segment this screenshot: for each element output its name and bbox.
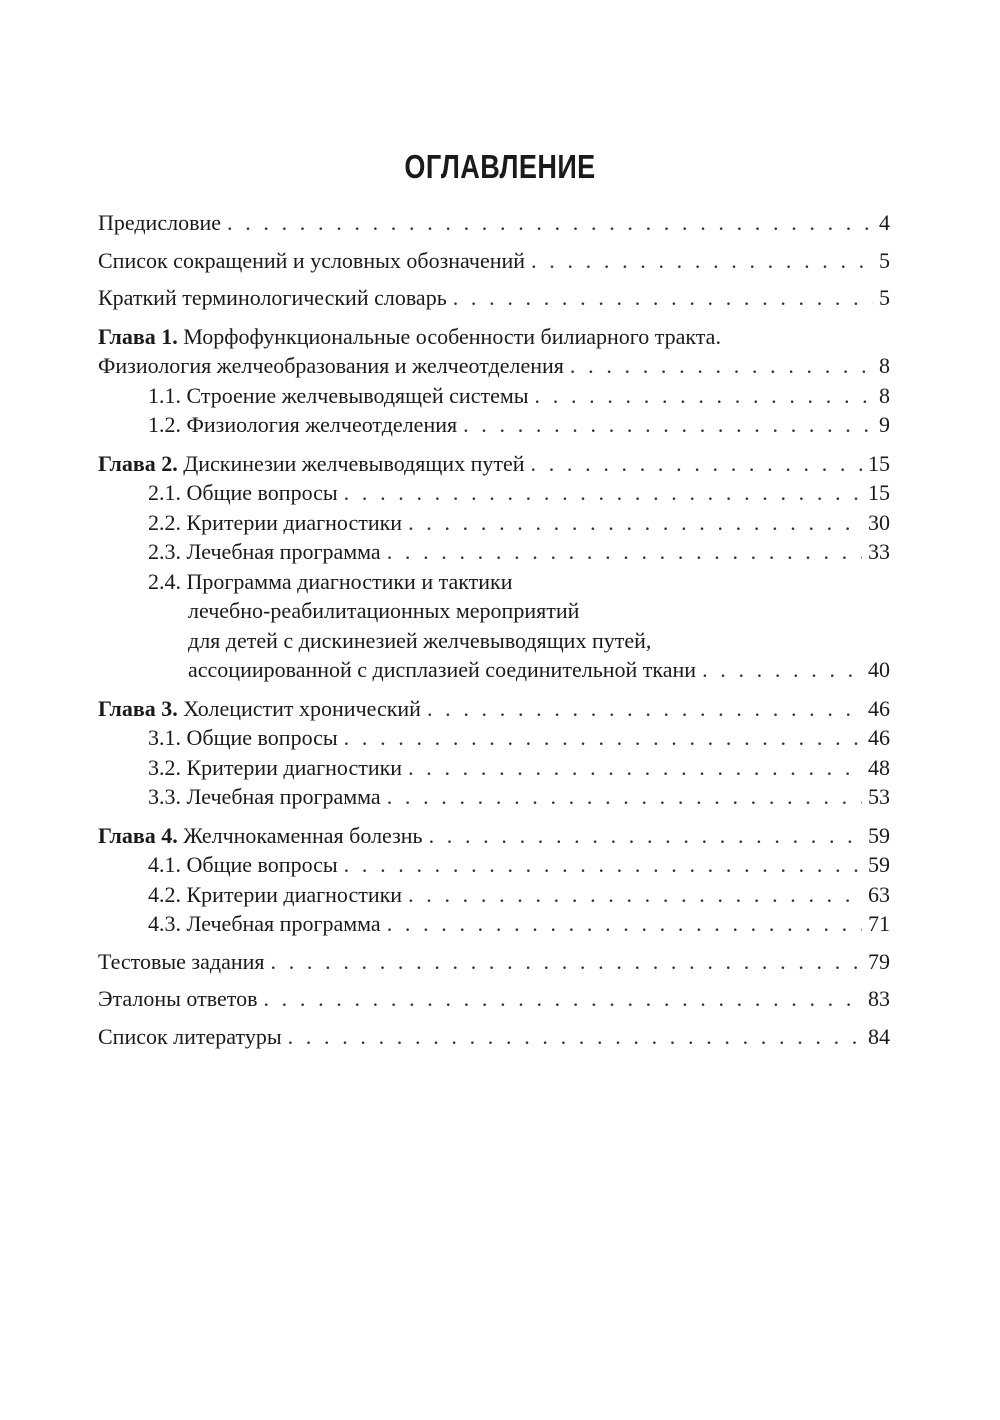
dot-leader xyxy=(387,537,862,567)
toc-label: Предисловие xyxy=(98,210,221,235)
dot-leader xyxy=(453,283,873,313)
toc-entry-preface[interactable] xyxy=(98,208,890,238)
toc-label: Дискинезии желчевыводящих путей xyxy=(183,450,525,476)
toc-page-number: 84 xyxy=(868,1023,890,1049)
toc-entry-section-1-2[interactable] xyxy=(98,410,890,440)
toc-label-line: 2.4. Программа диагностики и тактики xyxy=(148,568,513,594)
toc-label: 1.2. Физиология желчеотделения xyxy=(148,412,458,437)
toc-page-number: 46 xyxy=(868,695,890,721)
toc-label: 4.3. Лечебная программа xyxy=(148,911,381,936)
toc-page-number: 5 xyxy=(879,247,890,273)
dot-leader xyxy=(387,909,862,939)
toc-label-line: лечебно-реабилитационных мероприятий xyxy=(188,598,580,623)
toc-entry-section-4-2[interactable] xyxy=(98,880,890,910)
toc-page-number: 5 xyxy=(879,285,890,310)
dot-leader xyxy=(408,880,862,910)
dot-leader xyxy=(227,208,873,238)
dot-leader xyxy=(344,478,862,508)
toc-page-number: 79 xyxy=(868,948,890,974)
toc-page-number: 46 xyxy=(868,725,890,750)
chapter-prefix: Глава 1. xyxy=(98,323,178,349)
dot-leader xyxy=(408,508,862,538)
toc-page-number: 83 xyxy=(868,986,890,1011)
toc-page-number: 33 xyxy=(868,539,890,564)
toc-entry-abbreviations[interactable] xyxy=(98,246,890,276)
toc-label: 2.2. Критерии диагностики xyxy=(148,509,403,535)
toc-page-number: 8 xyxy=(879,382,890,408)
toc-label: Список сокращений и условных обозначений xyxy=(98,247,526,273)
dot-leader xyxy=(263,984,862,1014)
toc-entry-section-3-1[interactable] xyxy=(98,723,890,753)
toc-label: 3.2. Критерии диагностики xyxy=(148,754,403,780)
toc-page-number: 53 xyxy=(868,784,890,809)
toc-label-line: для детей с дискинезией желчевыводящих путей, xyxy=(188,627,652,653)
dot-leader xyxy=(531,246,873,276)
toc-entry-tests[interactable] xyxy=(98,947,890,977)
toc-label: 4.1. Общие вопросы xyxy=(148,852,338,877)
dot-leader xyxy=(702,655,862,685)
toc-page-number: 9 xyxy=(879,412,890,437)
dot-leader xyxy=(427,694,862,724)
toc-page-number: 15 xyxy=(868,480,890,505)
chapter-prefix: Глава 4. xyxy=(98,822,178,848)
toc-entry-section-2-2[interactable] xyxy=(98,508,890,538)
toc-page-number: 59 xyxy=(868,822,890,848)
table-of-contents xyxy=(98,208,890,1051)
toc-label: 3.3. Лечебная программа xyxy=(148,784,381,809)
dot-leader xyxy=(344,723,862,753)
toc-entry-section-1-1[interactable] xyxy=(98,381,890,411)
dot-leader xyxy=(408,753,862,783)
dot-leader xyxy=(344,850,862,880)
toc-label: Эталоны ответов xyxy=(98,986,258,1011)
toc-entry-section-3-3[interactable] xyxy=(98,782,890,812)
toc-label-line: Морфофункциональные особенности билиарного тракта. xyxy=(183,323,721,349)
toc-page-number: 4 xyxy=(879,210,890,235)
toc-page-number: 59 xyxy=(868,852,890,877)
dot-leader xyxy=(463,410,873,440)
page-title: ОГЛАВЛЕНИЕ xyxy=(404,148,596,185)
dot-leader xyxy=(271,947,862,977)
toc-entry-chapter-1[interactable] xyxy=(98,322,890,381)
toc-label: 2.1. Общие вопросы xyxy=(148,480,338,505)
toc-page-number: 15 xyxy=(868,450,890,476)
toc-label: Краткий терминологический словарь xyxy=(98,285,447,310)
toc-entry-section-4-3[interactable] xyxy=(98,909,890,939)
toc-page-number: 8 xyxy=(879,353,890,378)
toc-label: 2.3. Лечебная программа xyxy=(148,539,381,564)
dot-leader xyxy=(570,351,873,381)
toc-entry-section-2-4[interactable] xyxy=(98,567,890,685)
toc-entry-references[interactable] xyxy=(98,1022,890,1052)
toc-entry-glossary[interactable] xyxy=(98,283,890,313)
toc-label: 1.1. Строение желчевыводящей системы xyxy=(148,382,529,408)
toc-page-number: 30 xyxy=(868,509,890,535)
toc-entry-section-2-1[interactable] xyxy=(98,478,890,508)
toc-label: 3.1. Общие вопросы xyxy=(148,725,338,750)
toc-label: Холецистит хронический xyxy=(183,695,421,721)
toc-label: Желчнокаменная болезнь xyxy=(183,822,423,848)
chapter-prefix: Глава 3. xyxy=(98,695,178,721)
dot-leader xyxy=(535,381,873,411)
toc-label-line: ассоциированной с дисплазией соединительной ткани xyxy=(188,657,697,682)
toc-label: 4.2. Критерии диагностики xyxy=(148,881,403,907)
toc-entry-section-4-1[interactable] xyxy=(98,850,890,880)
toc-label-line: Физиология желчеобразования и желчеотделения xyxy=(98,353,564,378)
chapter-prefix: Глава 2. xyxy=(98,450,178,476)
toc-entry-chapter-4[interactable] xyxy=(98,821,890,851)
toc-entry-section-3-2[interactable] xyxy=(98,753,890,783)
toc-entry-chapter-3[interactable] xyxy=(98,694,890,724)
toc-entry-section-2-3[interactable] xyxy=(98,537,890,567)
dot-leader xyxy=(288,1022,862,1052)
dot-leader xyxy=(531,449,862,479)
dot-leader xyxy=(387,782,862,812)
toc-entry-chapter-2[interactable] xyxy=(98,449,890,479)
toc-page-number: 40 xyxy=(868,657,890,682)
toc-page-number: 48 xyxy=(868,754,890,780)
toc-entry-answers[interactable] xyxy=(98,984,890,1014)
dot-leader xyxy=(429,821,862,851)
toc-page-number: 71 xyxy=(868,911,890,936)
toc-page-number: 63 xyxy=(868,881,890,907)
toc-label: Список литературы xyxy=(98,1023,282,1049)
toc-label: Тестовые задания xyxy=(98,948,265,974)
